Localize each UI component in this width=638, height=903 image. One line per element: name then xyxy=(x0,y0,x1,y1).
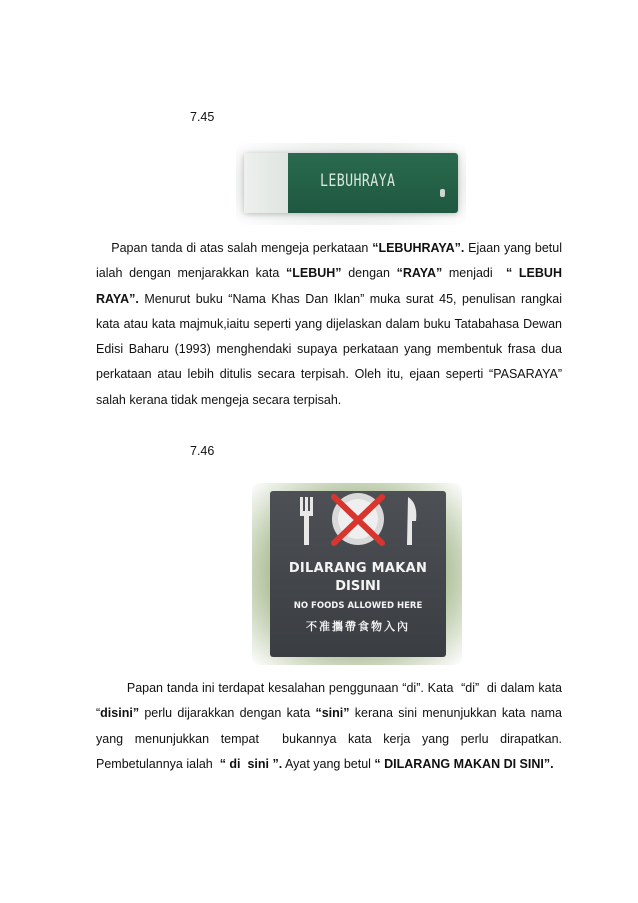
no-eating-sign xyxy=(270,491,446,657)
figure-number-7-46: 7.46 xyxy=(190,444,215,458)
green-road-sign xyxy=(244,153,458,213)
para1-bold-lebuhraya: “LEBUHRAYA”. xyxy=(372,241,465,255)
para2-text-3: kerana sini menunjukkan kata nama yang menunjukkan tempat bukannya kata kerja yang perlu dirapatkan. Pembetulannya ialah xyxy=(96,706,566,771)
sign-text-line-3: NO FOODS ALLOWED HERE xyxy=(293,601,423,611)
para2-text-4: Ayat yang betul xyxy=(282,756,375,771)
figure-number-7-45: 7.45 xyxy=(190,110,215,124)
para1-text-3: dengan xyxy=(341,266,397,281)
para2-bold-sini: “sini” xyxy=(315,706,350,721)
para1-bold-lebuh: “LEBUH” xyxy=(285,266,342,281)
para1-text-1: Papan tanda di atas salah mengeja perkataan xyxy=(96,241,373,255)
para1-text-2: Ejaan yang betul ialah dengan menjarakkan kata xyxy=(96,241,562,281)
para1-text-5: Menurut buku “Nama Khas Dan Iklan” muka surat 45, penulisan rangkai kata atau kata majmuk,iaitu seperti yang dijelaskan dalam buku Tatabahasa Dewan Edisi Baharu (1993) menghendaki supaya perkataan yang membentuk frasa dua perkataan atau lebih ditulis secara terpisah. Oleh itu, ejaan seperti “PASARAYA” salah kerana tidak mengeja secara terpisah. xyxy=(96,291,562,407)
para1-bold-raya: “RAYA” xyxy=(396,266,443,281)
para2-text-1: Papan tanda ini terdapat kesalahan penggunaan “di”. Kata “di” di dalam kata “ xyxy=(96,681,566,721)
paragraph-7-46 xyxy=(96,676,566,777)
para2-bold-disini: disini” xyxy=(100,706,140,721)
sign-text-line-4: 不准攜帶食物入內 xyxy=(306,620,410,633)
sign-text-line-2: DISINI xyxy=(335,579,381,594)
sign-bolt xyxy=(440,189,445,197)
no-eating-sign-photo xyxy=(252,483,462,665)
paragraph-7-45 xyxy=(96,236,562,413)
sign-text-line-1: DILARANG MAKAN xyxy=(288,561,428,576)
sign-text-lebuhraya: LEBUHRAYA xyxy=(320,171,396,191)
para1-text-4: menjadi xyxy=(442,266,506,281)
para2-text-2: perlu dijarakkan dengan kata xyxy=(139,706,316,721)
para2-bold-di-sini: “ di sini ”. xyxy=(219,756,283,771)
lebuhraya-sign-photo xyxy=(236,143,466,225)
para1-bold-lebuh-raya: “ LEBUH RAYA”. xyxy=(96,266,562,306)
para2-bold-dilarang: “ DILARANG MAKAN DI SINI”. xyxy=(374,756,554,771)
sign-white-panel xyxy=(244,153,288,213)
